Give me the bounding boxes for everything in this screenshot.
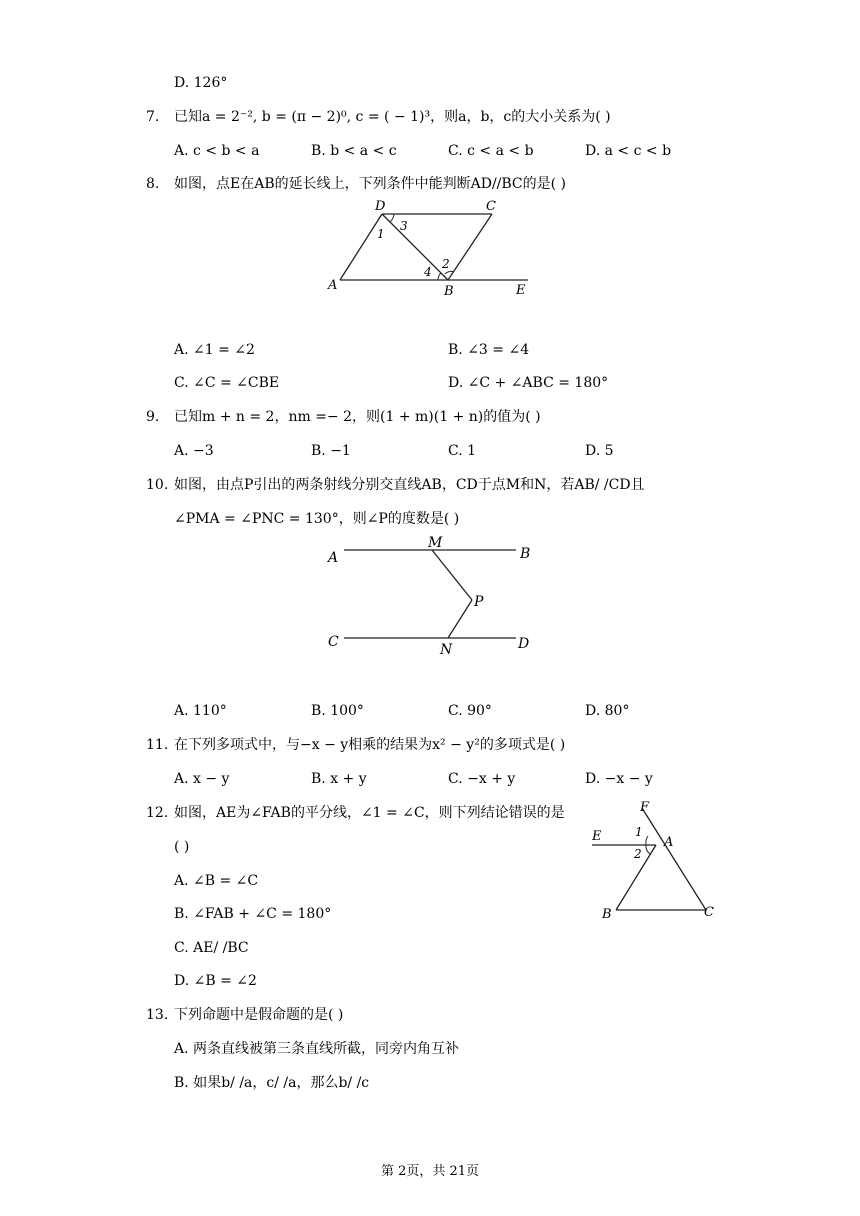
q12-option-a: A. ∠B = ∠C <box>174 873 259 889</box>
q7-option-c: C. c < a < b <box>448 143 534 159</box>
q9-option-a: A. −3 <box>174 443 214 459</box>
q8-label-a: A <box>328 278 338 293</box>
q7-option-b: B. b < a < c <box>311 143 397 159</box>
q13-number: 13. <box>146 1007 169 1023</box>
q10-option-d: D. 80° <box>585 703 630 719</box>
q12-label-a: A <box>664 835 674 850</box>
q8-option-d: D. ∠C + ∠ABC = 180° <box>448 375 609 391</box>
q12-label-c: C <box>704 905 714 920</box>
q10-stem-line1: 如图，由点P引出的两条射线分别交直线AB，CD于点M和N，若AB/ /CD且 <box>174 477 645 493</box>
q8-label-4: 4 <box>424 265 432 279</box>
q9-stem: 已知m + n = 2，nm =− 2，则(1 + m)(1 + n)的值为( ) <box>174 409 541 425</box>
q8-figure <box>320 194 540 304</box>
q11-number: 11. <box>146 737 169 753</box>
q8-label-2: 2 <box>442 257 450 271</box>
q11-option-d: D. −x − y <box>585 771 653 787</box>
q9-option-c: C. 1 <box>448 443 477 459</box>
q8-option-a: A. ∠1 = ∠2 <box>174 342 255 358</box>
q12-figure <box>588 798 724 922</box>
q8-label-b: B <box>444 284 454 299</box>
q8-stem: 如图，点E在AB的延长线上，下列条件中能判断AD//BC的是( ) <box>174 176 567 192</box>
q12-option-b: B. ∠FAB + ∠C = 180° <box>174 906 332 922</box>
q12-option-c: C. AE/ /BC <box>174 940 249 956</box>
q8-option-b: B. ∠3 = ∠4 <box>448 342 530 358</box>
q7-stem: 已知a = 2⁻², b = (π − 2)⁰, c = ( − 1)³，则a，b，c的大小关系为( ) <box>174 109 611 125</box>
q11-option-a: A. x − y <box>174 771 230 787</box>
q13-option-a: A. 两条直线被第三条直线所截，同旁内角互补 <box>174 1041 460 1057</box>
q10-label-b: B <box>520 546 531 562</box>
q12-option-d: D. ∠B = ∠2 <box>174 973 257 989</box>
q10-number: 10. <box>146 477 169 493</box>
q12-stem-line2: ( ) <box>174 839 190 855</box>
q12-stem-line1: 如图，AE为∠FAB的平分线，∠1 = ∠C，则下列结论错误的是 <box>174 805 565 821</box>
q7-option-a: A. c < b < a <box>174 143 260 159</box>
q10-label-a: A <box>328 550 339 566</box>
q12-label-1: 1 <box>635 825 643 839</box>
q13-stem: 下列命题中是假命题的是( ) <box>174 1007 344 1023</box>
q7-number: 7. <box>146 109 160 125</box>
q10-label-p: P <box>474 594 484 610</box>
q11-option-c: C. −x + y <box>448 771 516 787</box>
q10-label-m: M <box>428 535 443 551</box>
q12-label-e: E <box>592 829 602 844</box>
q12-label-b: B <box>602 907 612 922</box>
q8-label-3: 3 <box>400 219 408 233</box>
q6-option-d: D. 126° <box>174 75 228 91</box>
q10-label-d: D <box>518 636 530 652</box>
q12-number: 12. <box>146 805 169 821</box>
q10-option-c: C. 90° <box>448 703 492 719</box>
q9-option-d: D. 5 <box>585 443 614 459</box>
q8-label-c: C <box>486 199 496 214</box>
q8-label-d: D <box>375 199 386 214</box>
q8-option-c: C. ∠C = ∠CBE <box>174 375 280 391</box>
q10-option-a: A. 110° <box>174 703 227 719</box>
q8-label-e: E <box>516 283 526 298</box>
q9-option-b: B. −1 <box>311 443 351 459</box>
q10-label-n: N <box>440 642 453 658</box>
q12-label-2: 2 <box>634 847 642 861</box>
q10-label-c: C <box>328 634 339 650</box>
q10-stem-line2: ∠PMA = ∠PNC = 130°，则∠P的度数是( ) <box>174 511 460 527</box>
q11-option-b: B. x + y <box>311 771 367 787</box>
q9-number: 9. <box>146 409 160 425</box>
q8-label-1: 1 <box>377 227 385 241</box>
q13-option-b: B. 如果b/ /a，c/ /a，那么b/ /c <box>174 1075 370 1091</box>
q10-option-b: B. 100° <box>311 703 364 719</box>
q7-option-d: D. a < c < b <box>585 143 672 159</box>
q10-figure <box>320 534 540 660</box>
q11-stem: 在下列多项式中，与−x − y相乘的结果为x² − y²的多项式是( ) <box>174 737 566 753</box>
q8-number: 8. <box>146 176 160 192</box>
page-footer: 第 2页，共 21页 <box>380 1164 480 1179</box>
q12-label-f: F <box>640 800 650 815</box>
